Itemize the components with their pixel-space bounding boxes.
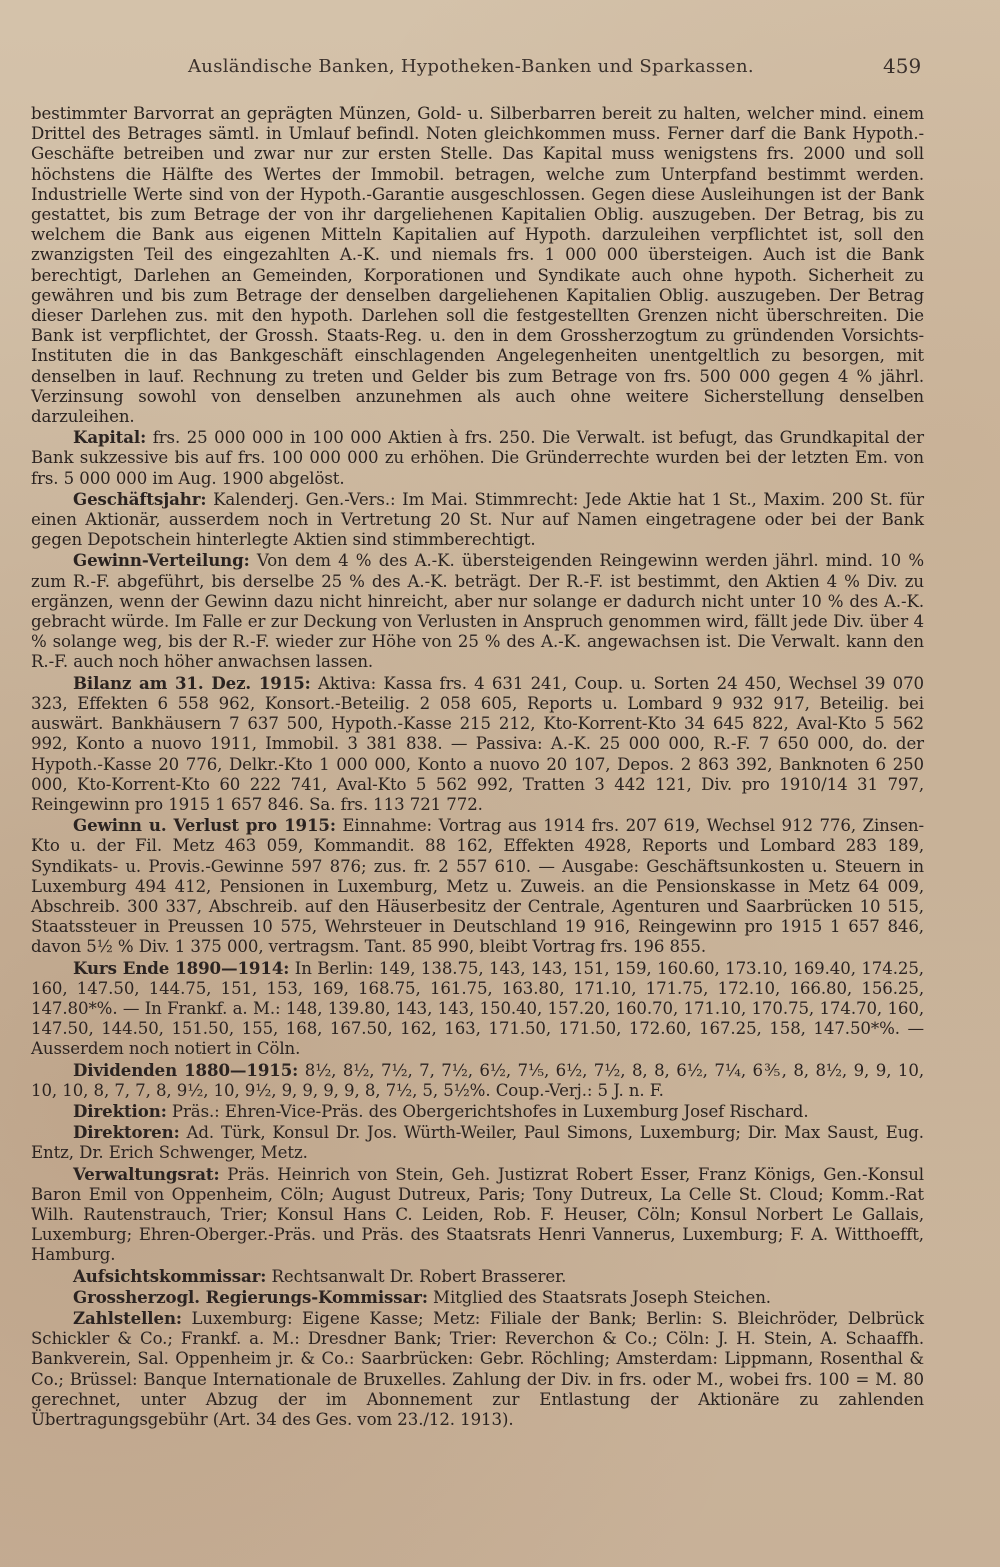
paragraph-regierungs-kommissar <box>31 1287 924 1308</box>
paragraph-text: Präs.: Ehren-Vice-Präs. des Obergerichtshofes in Luxemburg Josef Rischard. <box>171 1101 809 1121</box>
paragraph-text: In Berlin: 149, 138.75, 143, 143, 151, 159, 160.60, 173.10, 169.40, 174.25, 160, 147.50, 144.75, 151, 153, 169, 168.75, 161.75, 163.80, 171.10, 171.75, 172.10, 166.80, 156.25, 147.80*%. — In Frankf. a. M.: 148, 139.80, 143, 143, 150.40, 157.20, 160.70, 171.10, 170.75, 174.70, 160, 147.50, 144.50, 151.50, 155, 168, 167.50, 162, 163, 171.50, 171.50, 172.60, 167.25, 158, 147.50*%. — Ausserdem noch notiert in Cöln. <box>31 958 924 1059</box>
page-body <box>31 104 924 1430</box>
paragraph-label: Grossherzogl. Regierungs-Kommissar: <box>73 1286 428 1307</box>
paragraph-label: Verwaltungsrat: <box>73 1163 220 1184</box>
paragraph-label: Kapital: <box>73 427 147 448</box>
paragraph-label: Direktoren: <box>73 1122 180 1143</box>
paragraph-label: Bilanz am 31. Dez. 1915: <box>73 672 311 693</box>
paragraph-text: Luxemburg: Eigene Kasse; Metz: Filiale der Bank; Berlin: S. Bleichröder, Delbrück Schickler & Co.; Frankf. a. M.: Dresdner Bank; Trier: Reverchon & Co.; Cöln: J. H. Stein, A. Schaaffh. Bankverein, Sal. Oppenheim jr. & Co.: Saarbrücken: Gebr. Röchling; Amsterdam: Lippmann, Rosenthal & Co.; Brüssel: Banque Internationale de Bruxelles. Zahlung der Div. in frs. oder M., wobei frs. 100 = M. 80 gerechnet, unter Abzug der im Abonnement zur Entlastung der Aktionäre zu zahlenden Übertragungsgebühr (Art. 34 des Ges. vom 23./12. 1913). <box>31 1308 924 1429</box>
paragraph-kapital <box>31 427 924 489</box>
paragraph-text: bestimmter Barvorrat an geprägten Münzen, Gold- u. Silberbarren bereit zu halten, welcher mind. einem Drittel des Betrages sämtl. in Umlauf befindl. Noten gleichkommen muss. Ferner darf die Bank Hypoth.-Geschäfte betreiben und zwar nur zur ersten Stelle. Das Kapital muss wenigstens frs. 2000 und soll höchstens die Hälfte des Wertes der Immobil. betragen, welche zum Unterpfand bestimmt werden. Industrielle Werte sind von der Hypoth.-Garantie ausgeschlossen. Gegen diese Ausleihungen ist der Bank gestattet, bis zum Betrage der von ihr dargeliehenen Kapitalien Oblig. auszugeben. Der Betrag, bis zu welchem die Bank aus eigenen Mitteln Kapitalien auf Hypoth. darzuleihen verpflichtet ist, soll den zwanzigsten Teil des eingezahlten A.-K. und niemals frs. 1 000 000 übersteigen. Auch ist die Bank berechtigt, Darlehen an Gemeinden, Korporationen und Syndikate auch ohne hypoth. Sicherheit zu gewähren und bis zum Betrage der denselben dargeliehenen Kapitalien Oblig. auszugeben. Der Betrag dieser Darlehen zus. mit den hypoth. Darlehen soll die festgestellten Grenzen nicht überschreiten. Die Bank ist verpflichtet, der Grossh. Staats-Reg. u. den in dem Grossherzogtum zu gründenden Vorsichts-Instituten die in das Bankgeschäft einschlagenden Angelegenheiten unentgeltlich zu besorgen, mit denselben in lauf. Rechnung zu treten und Gelder bis zum Betrage von frs. 500 000 gegen 4 % jährl. Verzinsung sowohl von denselben anzunehmen als auch ohne weitere Sicherstellung denselben darzuleihen. <box>31 104 924 427</box>
paragraph-direktion <box>31 1101 924 1122</box>
paragraph-label: Direktion: <box>73 1100 167 1121</box>
paragraph-intro <box>31 104 924 427</box>
paragraph-aufsichtskommissar <box>31 1266 924 1287</box>
paragraph-text: Kalenderj. Gen.-Vers.: Im Mai. Stimmrecht: Jede Aktie hat 1 St., Maxim. 200 St. für einen Aktionär, ausserdem noch in Vertretung 20 St. Nur auf Namen eingetragene oder bei der Bank gegen Depotschein hinterlegte Aktien sind stimmberechtigt. <box>31 489 924 550</box>
paragraph-label: Geschäftsjahr: <box>73 488 207 509</box>
paragraph-text: Aktiva: Kassa frs. 4 631 241, Coup. u. Sorten 24 450, Wechsel 39 070 323, Effekten 6 558 962, Konsort.-Beteilig. 2 058 605, Reports u. Lombard 9 932 917, Beteilig. bei auswärt. Bankhäusern 7 637 500, Hypoth.-Kasse 215 212, Kto-Korrent-Kto 34 645 822, Aval-Kto 5 562 992, Konto a nuovo 1911, Immobil. 3 381 838. — Passiva: A.-K. 25 000 000, R.-F. 7 650 000, do. der Hypoth.-Kasse 20 776, Delkr.-Kto 1 000 000, Konto a nuovo 20 107, Depos. 2 863 392, Banknoten 6 250 000, Kto-Korrent-Kto 60 222 741, Aval-Kto 5 562 992, Tratten 3 442 121, Div. pro 1910/14 31 797, Reingewinn pro 1915 1 657 846. Sa. frs. 113 721 772. <box>31 673 925 814</box>
paragraph-dividenden <box>31 1060 924 1101</box>
paragraph-text: Ad. Türk, Konsul Dr. Jos. Würth-Weiler, Paul Simons, Luxemburg; Dir. Max Saust, Eug. Entz, Dr. Erich Schwenger, Metz. <box>31 1123 924 1163</box>
paragraph-label: Kurs Ende 1890—1914: <box>73 957 290 978</box>
running-title: Ausländische Banken, Hypotheken-Banken und Sparkassen. <box>188 56 754 77</box>
paragraph-kurs <box>31 958 924 1060</box>
paragraph-gewinn-verteilung <box>31 550 924 672</box>
paragraph-text: frs. 25 000 000 in 100 000 Aktien à frs. 250. Die Verwalt. ist befugt, das Grundkapital der Bank sukzessive bis auf frs. 100 000 000 zu erhöhen. Die Gründerrechte wurden bei der letzten Em. von frs. 5 000 000 im Aug. 1900 abgelöst. <box>31 428 924 488</box>
paragraph-label: Zahlstellen: <box>73 1307 182 1328</box>
paragraph-text: Einnahme: Vortrag aus 1914 frs. 207 619, Wechsel 912 776, Zinsen-Kto u. der Fil. Metz 463 059, Kommandit. 88 162, Effekten 4928, Reports und Lombard 283 189, Syndikats- u. Provis.-Gewinne 597 876; zus. fr. 2 557 610. — Ausgabe: Geschäftsunkosten u. Steuern in Luxemburg 494 412, Pensionen in Luxemburg, Metz u. Zuweis. an die Pensionskasse in Metz 64 009, Abschreib. 300 337, Abschreib. auf den Häuserbesitz der Centrale, Agenturen und Saarbrücken 10 515, Staatssteuer in Preussen 10 575, Wehrsteuer in Deutschland 19 916, Reingewinn pro 1915 1 657 846, davon 5½ % Div. 1 375 000, vertragsm. Tant. 85 990, bleibt Vortrag frs. 196 855. <box>31 816 924 957</box>
paragraph-zahlstellen <box>31 1308 924 1430</box>
paragraph-text: Präs. Heinrich von Stein, Geh. Justizrat Robert Esser, Franz Königs, Gen.-Konsul Baron Emil von Oppenheim, Cöln; August Dutreux, Paris; Tony Dutreux, La Celle St. Cloud; Komm.-Rat Wilh. Rautenstrauch, Trier; Konsul Hans C. Leiden, Rob. F. Heuser, Cöln; Konsul Norbert Le Gallais, Luxemburg; Ehren-Oberger.-Präs. und Präs. des Staatsrats Henri Vannerus, Luxemburg; F. A. Witthoefft, Hamburg. <box>31 1164 924 1265</box>
paragraph-label: Dividenden 1880—1915: <box>73 1059 299 1080</box>
paragraph-bilanz <box>31 673 924 815</box>
paragraph-text: Mitglied des Staatsrats Joseph Steichen. <box>433 1287 771 1307</box>
paragraph-geschaeftsjahr <box>31 489 924 551</box>
paragraph-text: Von dem 4 % des A.-K. übersteigenden Reingewinn werden jährl. mind. 10 % zum R.-F. abgeführt, bis derselbe 25 % des A.-K. beträgt. Der R.-F. ist bestimmt, den Aktien 4 % Div. zu ergänzen, wenn der Gewinn dazu nicht hinreicht, aber nur solange er dadurch nicht unter 10 % des A.-K. gebracht würde. Im Falle er zur Deckung von Verlusten in Anspruch genommen wird, fällt jede Div. über 4 % solange weg, bis der R.-F. wieder zur Höhe von 25 % des A.-K. angewachsen ist. Die Verwalt. kann den R.-F. auch noch höher anwachsen lassen. <box>31 551 924 672</box>
paragraph-label: Aufsichtskommissar: <box>73 1265 267 1286</box>
paragraph-direktoren <box>31 1122 924 1163</box>
running-header <box>0 52 1000 82</box>
paragraph-verwaltungsrat <box>31 1164 924 1266</box>
paragraph-text: Rechtsanwalt Dr. Robert Brasserer. <box>271 1266 567 1286</box>
paragraph-label: Gewinn u. Verlust pro 1915: <box>73 815 336 836</box>
paragraph-text: 8½, 8½, 7½, 7, 7½, 6½, 7⅕, 6½, 7½, 8, 8, 6½, 7¼, 6⅗, 8, 8½, 9, 9, 10, 10, 10, 8, 7, 7, 8, 9½, 10, 9½, 9, 9, 9, 9, 8, 7½, 5, 5½%. Coup.-Verj.: 5 J. n. F. <box>31 1060 924 1100</box>
paragraph-label: Gewinn-Verteilung: <box>73 550 250 571</box>
paragraph-gewinn-verlust <box>31 815 924 957</box>
page-number: 459 <box>883 54 922 78</box>
